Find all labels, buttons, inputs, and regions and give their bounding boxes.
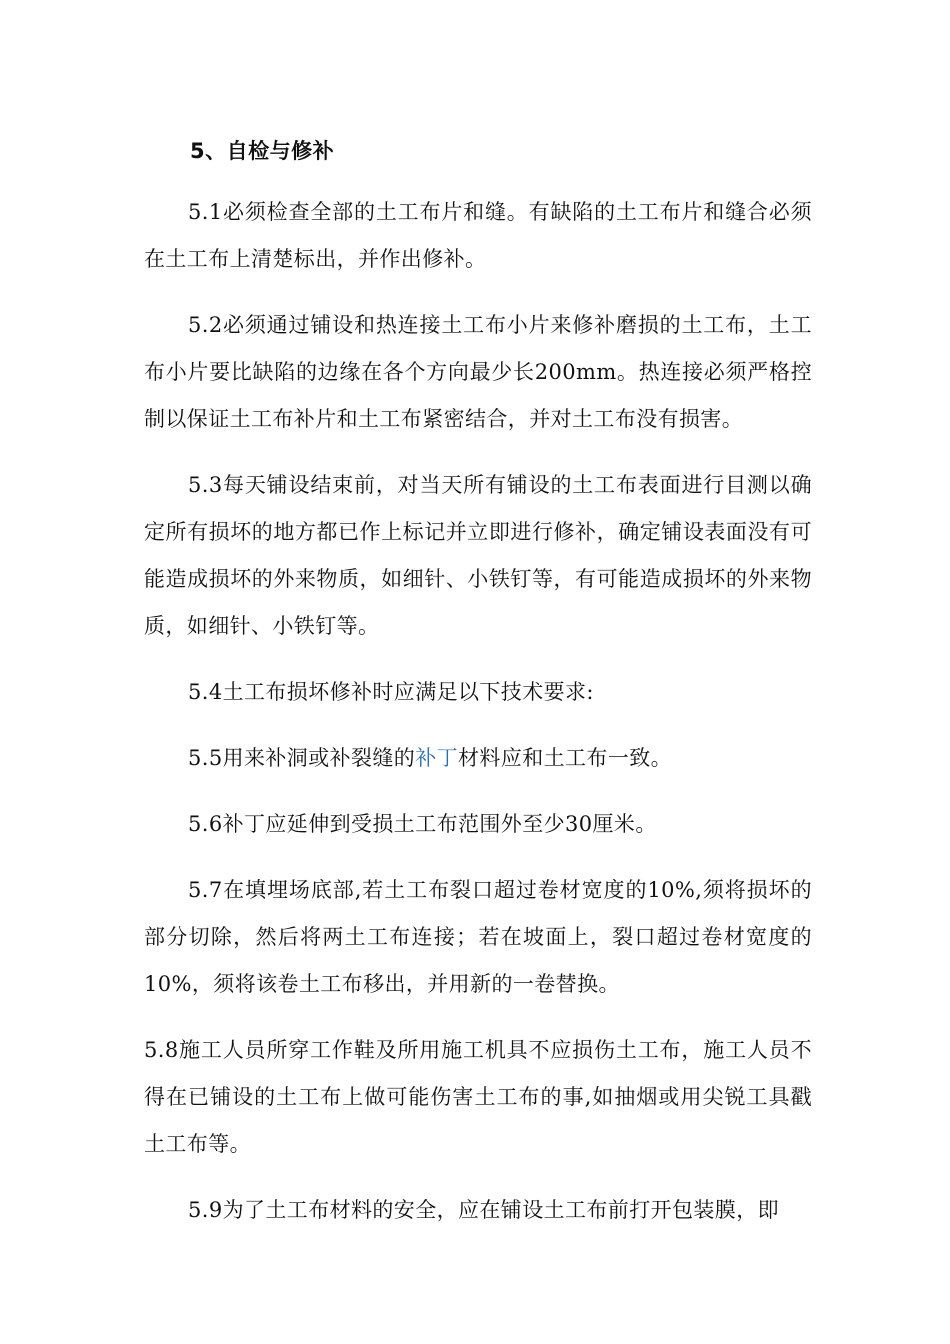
- section-heading: 5、自检与修补: [190, 139, 335, 163]
- paragraph-5-5: [144, 735, 812, 782]
- paragraph-5-5-text-after: 材料应和土工布一致。: [458, 746, 673, 770]
- paragraph-5-5-text-before: 5.5用来补洞或补裂缝的: [188, 746, 416, 770]
- paragraph-5-1: 5.1必须检查全部的土工布片和缝。有缺陷的土工布片和缝合必须在土工布上清楚标出，并作出修补。: [144, 200, 812, 271]
- paragraph-5-6: 5.6补丁应延伸到受损土工布范围外至少30厘米。: [188, 812, 657, 836]
- paragraph-5-8: 5.8施工人员所穿工作鞋及所用施工机具不应损伤土工布，施工人员不得在已铺设的土工布上做可能伤害土工布的事,如抽烟或用尖锐工具戳土工布等。: [144, 1038, 812, 1156]
- paragraph-5-3: 5.3每天铺设结束前，对当天所有铺设的土工布表面进行目测以确定所有损坏的地方都已作上标记并立即进行修补，确定铺设表面没有可能造成损坏的外来物质，如细针、小铁钉等，有可能造成损坏的外来物质，如细针、小铁钉等。: [144, 473, 812, 638]
- paragraph-5-4: 5.4土工布损坏修补时应满足以下技术要求:: [188, 680, 594, 704]
- patch-link[interactable]: 补丁: [415, 746, 459, 770]
- paragraph-5-2: 5.2必须通过铺设和热连接土工布小片来修补磨损的土工布，土工布小片要比缺陷的边缘在各个方向最少长200mm。热连接必须严格控制以保证土工布补片和土工布紧密结合，并对土工布没有损害。: [144, 313, 812, 431]
- paragraph-5-7: 5.7在填埋场底部,若土工布裂口超过卷材宽度的10%,须将损坏的部分切除，然后将两土工布连接；若在坡面上，裂口超过卷材宽度的10%，须将该卷土工布移出，并用新的一卷替换。: [144, 878, 812, 996]
- paragraph-5-9: 5.9为了土工布材料的安全，应在铺设土工布前打开包装膜，即: [188, 1198, 779, 1222]
